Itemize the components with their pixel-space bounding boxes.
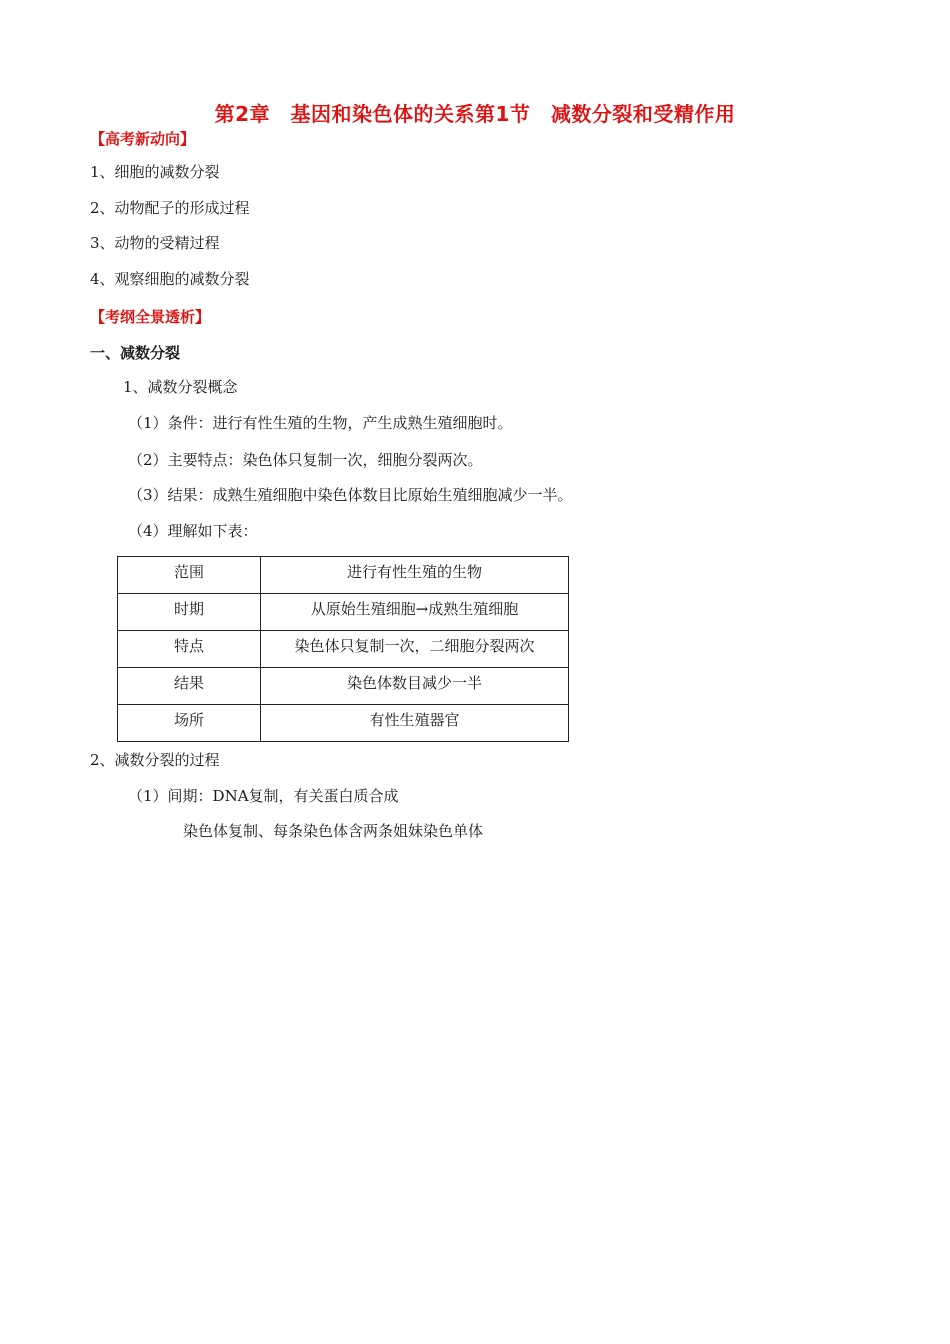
table-key-cell: 结果	[118, 668, 261, 705]
table-value-cell: 染色体只复制一次，二细胞分裂两次	[261, 631, 569, 668]
table-value-cell: 有性生殖器官	[261, 705, 569, 742]
trend-item: 4、观察细胞的减数分裂	[90, 270, 250, 288]
interphase-detail: 染色体复制、每条染色体含两条姐妹染色单体	[183, 822, 484, 840]
table-value-cell: 从原始生殖细胞→成熟生殖细胞	[261, 594, 569, 631]
trend-item: 3、动物的受精过程	[90, 234, 220, 252]
table-row	[118, 668, 569, 705]
table-key-cell: 场所	[118, 705, 261, 742]
concept-heading: 1、减数分裂概念	[123, 378, 238, 396]
section-heading: 一、减数分裂	[90, 344, 181, 362]
table-row	[118, 557, 569, 594]
concept-point: （2）主要特点：染色体只复制一次，细胞分裂两次。	[128, 451, 483, 469]
interphase-line: （1）间期：DNA复制，有关蛋白质合成	[128, 787, 399, 805]
concept-point: （1）条件：进行有性生殖的生物，产生成熟生殖细胞时。	[128, 414, 513, 432]
table-key-cell: 特点	[118, 631, 261, 668]
table-value-cell: 染色体数目减少一半	[261, 668, 569, 705]
summary-table	[117, 556, 569, 742]
concept-point: （4）理解如下表：	[128, 522, 258, 540]
trends-heading: 【高考新动向】	[90, 130, 196, 148]
outline-heading: 【考纲全景透析】	[90, 308, 211, 326]
table-row	[118, 631, 569, 668]
concept-point: （3）结果：成熟生殖细胞中染色体数目比原始生殖细胞减少一半。	[128, 486, 573, 504]
table-key-cell: 范围	[118, 557, 261, 594]
trend-item: 1、细胞的减数分裂	[90, 163, 220, 181]
table-row	[118, 705, 569, 742]
trend-item: 2、动物配子的形成过程	[90, 199, 250, 217]
table-key-cell: 时期	[118, 594, 261, 631]
page-title: 第2章 基因和染色体的关系第1节 减数分裂和受精作用	[214, 102, 736, 126]
table-value-cell: 进行有性生殖的生物	[261, 557, 569, 594]
process-heading: 2、减数分裂的过程	[90, 751, 220, 769]
table-row	[118, 594, 569, 631]
